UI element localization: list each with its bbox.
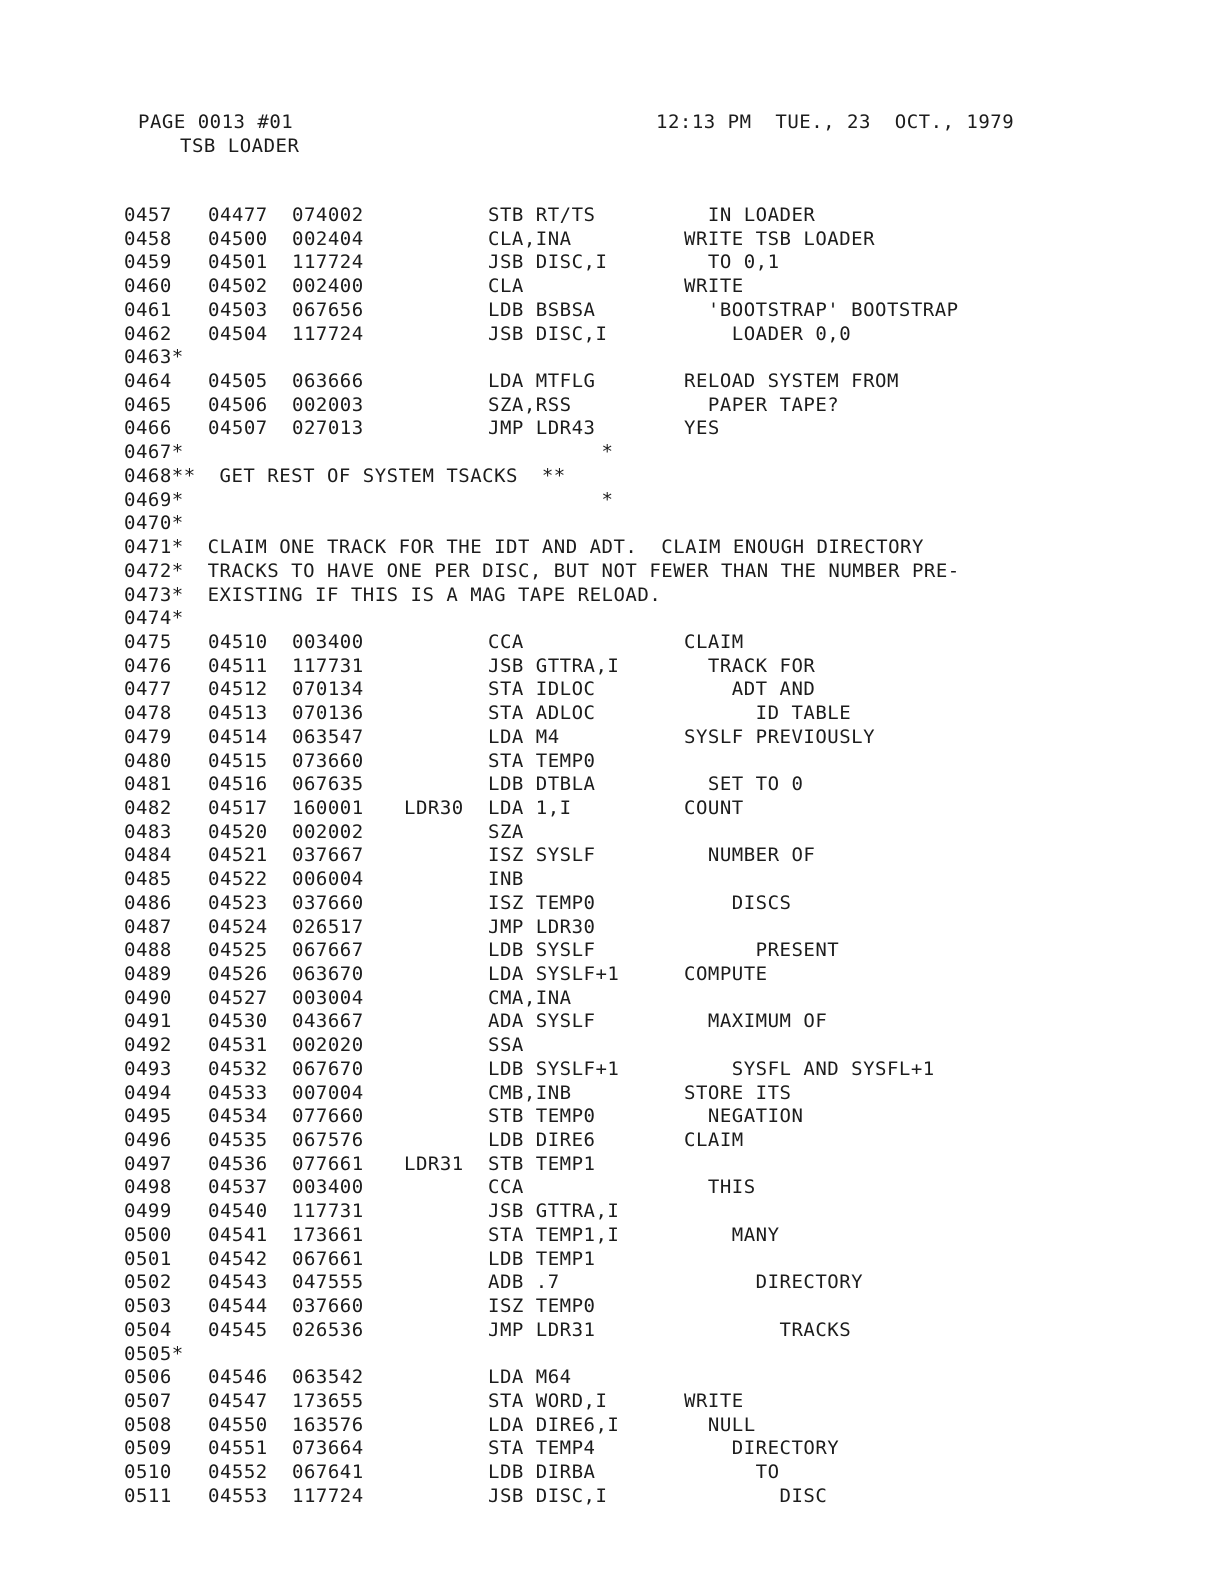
line-number: 0484 [124, 844, 172, 867]
object-code: 117731 [292, 654, 364, 677]
listing-line [124, 916, 1204, 940]
instruction: LDB TEMP1 [488, 1247, 596, 1270]
instruction: CLA [488, 275, 524, 298]
line-comment: PRESENT [684, 939, 840, 962]
page-title: TSB LOADER [180, 135, 300, 157]
line-number: 0466 [124, 417, 172, 440]
memory-address: 04544 [208, 1295, 268, 1318]
listing-line [124, 560, 1204, 584]
listing-line [124, 1271, 1204, 1295]
line-comment: RELOAD SYSTEM FROM [684, 370, 899, 393]
line-number: 0460 [124, 275, 172, 298]
instruction: JMP LDR30 [488, 915, 596, 938]
memory-address: 04546 [208, 1366, 268, 1389]
line-number: 0493 [124, 1057, 172, 1080]
memory-address: 04536 [208, 1152, 268, 1175]
line-number: 0480 [124, 749, 172, 772]
listing-line [124, 1461, 1204, 1485]
listing-line [124, 512, 1204, 536]
listing-line [124, 1224, 1204, 1248]
object-code: 063666 [292, 370, 364, 393]
listing-line [124, 1295, 1204, 1319]
line-number: 0489 [124, 963, 172, 985]
listing-line [124, 323, 1204, 347]
memory-address: 04541 [208, 1223, 268, 1246]
line-comment: TO 0,1 [684, 251, 780, 274]
comment-line-text: 0467* * [124, 441, 614, 464]
memory-address: 04547 [208, 1389, 268, 1412]
listing-line [124, 1248, 1204, 1272]
line-number: 0457 [124, 204, 172, 226]
object-code: 026517 [292, 915, 364, 938]
comment-line-text: 0463* [124, 346, 184, 369]
instruction: LDA M4 [488, 725, 560, 748]
listing-line [124, 299, 1204, 323]
line-number: 0508 [124, 1413, 172, 1436]
memory-address: 04531 [208, 1034, 268, 1057]
object-code: 047555 [292, 1271, 364, 1294]
listing-line [124, 536, 1204, 560]
memory-address: 04545 [208, 1318, 268, 1341]
object-code: 117724 [292, 322, 364, 345]
line-comment: DISCS [684, 891, 792, 914]
instruction: ADA SYSLF [488, 1010, 596, 1033]
line-comment: DIRECTORY [684, 1271, 864, 1294]
memory-address: 04534 [208, 1105, 268, 1128]
line-number: 0495 [124, 1105, 172, 1128]
line-comment: LOADER 0,0 [684, 322, 852, 345]
instruction: LDB DIRBA [488, 1461, 596, 1484]
line-number: 0496 [124, 1129, 172, 1152]
memory-address: 04523 [208, 891, 268, 914]
line-number: 0458 [124, 227, 172, 250]
memory-address: 04527 [208, 986, 268, 1009]
object-code: 002020 [292, 1034, 364, 1057]
line-number: 0500 [124, 1223, 172, 1246]
object-code: 003400 [292, 630, 364, 653]
line-number: 0483 [124, 820, 172, 843]
comment-line-text: 0468** GET REST OF SYSTEM TSACKS ** [124, 464, 566, 487]
listing-line [124, 797, 1204, 821]
line-number: 0499 [124, 1200, 172, 1223]
comment-line-text: 0470* [124, 512, 184, 535]
object-code: 074002 [292, 204, 364, 226]
instruction: CCA [488, 630, 524, 653]
instruction: ISZ TEMP0 [488, 891, 596, 914]
instruction: LDA 1,I [488, 796, 572, 819]
memory-address: 04500 [208, 227, 268, 250]
line-comment: ADT AND [684, 678, 816, 701]
instruction: LDA SYSLF+1 [488, 963, 620, 985]
object-code: 117724 [292, 1484, 364, 1507]
object-code: 073660 [292, 749, 364, 772]
line-number: 0487 [124, 915, 172, 938]
memory-address: 04535 [208, 1129, 268, 1152]
line-number: 0507 [124, 1389, 172, 1412]
instruction: INB [488, 868, 524, 891]
instruction: LDB SYSLF+1 [488, 1057, 620, 1080]
instruction: CMB,INB [488, 1081, 572, 1104]
instruction: JSB GTTRA,I [488, 1200, 620, 1223]
instruction: JMP LDR31 [488, 1318, 596, 1341]
listing-line [124, 963, 1204, 987]
memory-address: 04477 [208, 204, 268, 226]
memory-address: 04506 [208, 393, 268, 416]
listing-line [124, 821, 1204, 845]
object-code: 070136 [292, 702, 364, 725]
listing-line [124, 702, 1204, 726]
memory-address: 04551 [208, 1437, 268, 1460]
memory-address: 04510 [208, 630, 268, 653]
memory-address: 04552 [208, 1461, 268, 1484]
line-comment: CLAIM [684, 1129, 744, 1152]
instruction: JSB DISC,I [488, 1484, 608, 1507]
memory-address: 04553 [208, 1484, 268, 1507]
instruction: LDB BSBSA [488, 298, 596, 321]
object-code: 063547 [292, 725, 364, 748]
line-comment: YES [684, 417, 720, 440]
memory-address: 04525 [208, 939, 268, 962]
object-code: 002003 [292, 393, 364, 416]
memory-address: 04520 [208, 820, 268, 843]
object-code: 063542 [292, 1366, 364, 1389]
object-code: 077660 [292, 1105, 364, 1128]
line-comment: NEGATION [684, 1105, 804, 1128]
listing-line [124, 251, 1204, 275]
listing-line [124, 868, 1204, 892]
line-comment: MANY [684, 1223, 780, 1246]
listing-line [124, 1485, 1204, 1509]
listing-line [124, 228, 1204, 252]
object-code: 027013 [292, 417, 364, 440]
object-code: 173655 [292, 1389, 364, 1412]
line-number: 0465 [124, 393, 172, 416]
listing-line [124, 1437, 1204, 1461]
object-code: 002002 [292, 820, 364, 843]
listing-line [124, 1200, 1204, 1224]
line-comment: DISC [684, 1484, 828, 1507]
listing-line [124, 750, 1204, 774]
line-comment: WRITE [684, 275, 744, 298]
instruction: STB TEMP1 [488, 1152, 596, 1175]
object-code: 063670 [292, 963, 364, 985]
memory-address: 04522 [208, 868, 268, 891]
line-comment: NUMBER OF [684, 844, 816, 867]
line-number: 0476 [124, 654, 172, 677]
memory-address: 04514 [208, 725, 268, 748]
memory-address: 04532 [208, 1057, 268, 1080]
line-comment: ID TABLE [684, 702, 852, 725]
line-number: 0502 [124, 1271, 172, 1294]
instruction: STA TEMP1,I [488, 1223, 620, 1246]
line-number: 0510 [124, 1461, 172, 1484]
listing-line [124, 892, 1204, 916]
line-comment: THIS [684, 1176, 756, 1199]
line-number: 0459 [124, 251, 172, 274]
line-number: 0504 [124, 1318, 172, 1341]
instruction: CCA [488, 1176, 524, 1199]
line-comment: SYSFL AND SYSFL+1 [684, 1057, 935, 1080]
line-comment: DIRECTORY [684, 1437, 840, 1460]
comment-line-text: 0471* CLAIM ONE TRACK FOR THE IDT AND ADT. CLAIM ENOUGH DIRECTORY [124, 536, 924, 559]
line-number: 0479 [124, 725, 172, 748]
object-code: 067635 [292, 773, 364, 796]
memory-address: 04515 [208, 749, 268, 772]
object-code: 037660 [292, 1295, 364, 1318]
line-number: 0475 [124, 630, 172, 653]
comment-line-text: 0474* [124, 607, 184, 630]
instruction: STA ADLOC [488, 702, 596, 725]
line-number: 0478 [124, 702, 172, 725]
listing-line [124, 631, 1204, 655]
object-code: 006004 [292, 868, 364, 891]
instruction: STA IDLOC [488, 678, 596, 701]
memory-address: 04516 [208, 773, 268, 796]
instruction: STA WORD,I [488, 1389, 608, 1412]
memory-address: 04533 [208, 1081, 268, 1104]
object-code: 026536 [292, 1318, 364, 1341]
listing-line [124, 1105, 1204, 1129]
line-number: 0461 [124, 298, 172, 321]
instruction: JSB GTTRA,I [488, 654, 620, 677]
statement-label: LDR30 [404, 796, 464, 819]
line-number: 0506 [124, 1366, 172, 1389]
instruction: ISZ TEMP0 [488, 1295, 596, 1318]
line-number: 0464 [124, 370, 172, 393]
memory-address: 04524 [208, 915, 268, 938]
object-code: 173661 [292, 1223, 364, 1246]
line-number: 0511 [124, 1484, 172, 1507]
memory-address: 04502 [208, 275, 268, 298]
listing-line [124, 489, 1204, 513]
statement-label: LDR31 [404, 1152, 464, 1175]
line-comment: 'BOOTSTRAP' BOOTSTRAP [684, 298, 959, 321]
listing-line [124, 939, 1204, 963]
line-comment: COUNT [684, 796, 744, 819]
line-comment: COMPUTE [684, 963, 768, 985]
instruction: CLA,INA [488, 227, 572, 250]
memory-address: 04517 [208, 796, 268, 819]
memory-address: 04505 [208, 370, 268, 393]
memory-address: 04504 [208, 322, 268, 345]
object-code: 117731 [292, 1200, 364, 1223]
comment-line-text: 0469* * [124, 488, 614, 511]
line-comment: SET TO 0 [684, 773, 804, 796]
object-code: 077661 [292, 1152, 364, 1175]
memory-address: 04526 [208, 963, 268, 985]
memory-address: 04543 [208, 1271, 268, 1294]
line-comment: WRITE TSB LOADER [684, 227, 876, 250]
object-code: 002400 [292, 275, 364, 298]
instruction: JSB DISC,I [488, 322, 608, 345]
page-number: PAGE 0013 #01 [138, 111, 294, 133]
line-number: 0503 [124, 1295, 172, 1318]
line-comment: SYSLF PREVIOUSLY [684, 725, 876, 748]
object-code: 007004 [292, 1081, 364, 1104]
listing-line [124, 726, 1204, 750]
memory-address: 04530 [208, 1010, 268, 1033]
instruction: LDA DIRE6,I [488, 1413, 620, 1436]
memory-address: 04507 [208, 417, 268, 440]
comment-line-text: 0473* EXISTING IF THIS IS A MAG TAPE RELOAD. [124, 583, 662, 606]
object-code: 003004 [292, 986, 364, 1009]
instruction: ISZ SYSLF [488, 844, 596, 867]
listing-line [124, 678, 1204, 702]
instruction: ADB .7 [488, 1271, 560, 1294]
memory-address: 04540 [208, 1200, 268, 1223]
instruction: STA TEMP0 [488, 749, 596, 772]
line-number: 0486 [124, 891, 172, 914]
object-code: 037660 [292, 891, 364, 914]
line-comment: MAXIMUM OF [684, 1010, 828, 1033]
line-number: 0497 [124, 1152, 172, 1175]
instruction: STA TEMP4 [488, 1437, 596, 1460]
line-number: 0477 [124, 678, 172, 701]
object-code: 043667 [292, 1010, 364, 1033]
instruction: LDB DIRE6 [488, 1129, 596, 1152]
instruction: JMP LDR43 [488, 417, 596, 440]
memory-address: 04512 [208, 678, 268, 701]
comment-line-text: 0472* TRACKS TO HAVE ONE PER DISC, BUT NOT FEWER THAN THE NUMBER PRE- [124, 559, 960, 582]
line-comment: IN LOADER [684, 204, 816, 226]
line-number: 0490 [124, 986, 172, 1009]
object-code: 070134 [292, 678, 364, 701]
line-number: 0488 [124, 939, 172, 962]
object-code: 067576 [292, 1129, 364, 1152]
instruction: LDA MTFLG [488, 370, 596, 393]
listing-line [124, 441, 1204, 465]
listing-line [124, 773, 1204, 797]
line-number: 0494 [124, 1081, 172, 1104]
instruction: STB TEMP0 [488, 1105, 596, 1128]
print-datetime: 12:13 PM TUE., 23 OCT., 1979 [656, 111, 1015, 133]
listing-line [124, 370, 1204, 394]
object-code: 073664 [292, 1437, 364, 1460]
listing-line [124, 465, 1204, 489]
memory-address: 04503 [208, 298, 268, 321]
comment-line-text: 0505* [124, 1342, 184, 1365]
memory-address: 04550 [208, 1413, 268, 1436]
listing-line [124, 1082, 1204, 1106]
memory-address: 04542 [208, 1247, 268, 1270]
line-number: 0501 [124, 1247, 172, 1270]
memory-address: 04511 [208, 654, 268, 677]
listing-line [124, 1129, 1204, 1153]
line-comment: PAPER TAPE? [684, 393, 840, 416]
listing-line [124, 1058, 1204, 1082]
listing-line [124, 394, 1204, 418]
instruction: LDB SYSLF [488, 939, 596, 962]
instruction: CMA,INA [488, 986, 572, 1009]
listing-line [124, 1414, 1204, 1438]
line-comment: TRACKS [684, 1318, 852, 1341]
line-comment: TO [684, 1461, 780, 1484]
listing-line [124, 1343, 1204, 1367]
line-comment: TRACK FOR [684, 654, 816, 677]
listing-line [124, 1390, 1204, 1414]
listing-line [124, 1034, 1204, 1058]
listing-line [124, 346, 1204, 370]
object-code: 067661 [292, 1247, 364, 1270]
instruction: SZA [488, 820, 524, 843]
line-number: 0462 [124, 322, 172, 345]
line-comment: WRITE [684, 1389, 744, 1412]
line-number: 0492 [124, 1034, 172, 1057]
listing-line [124, 584, 1204, 608]
object-code: 067670 [292, 1057, 364, 1080]
object-code: 067656 [292, 298, 364, 321]
memory-address: 04521 [208, 844, 268, 867]
instruction: STB RT/TS [488, 204, 596, 226]
listing-line [124, 1319, 1204, 1343]
instruction: SZA,RSS [488, 393, 572, 416]
listing-line [124, 275, 1204, 299]
listing-line [124, 607, 1204, 631]
instruction: LDB DTBLA [488, 773, 596, 796]
instruction: LDA M64 [488, 1366, 572, 1389]
line-number: 0491 [124, 1010, 172, 1033]
line-comment: CLAIM [684, 630, 744, 653]
listing-line [124, 204, 1204, 228]
line-comment: STORE ITS [684, 1081, 792, 1104]
memory-address: 04537 [208, 1176, 268, 1199]
listing-line [124, 1010, 1204, 1034]
object-code: 002404 [292, 227, 364, 250]
object-code: 117724 [292, 251, 364, 274]
instruction: JSB DISC,I [488, 251, 608, 274]
listing-line [124, 417, 1204, 441]
listing-line [124, 987, 1204, 1011]
line-number: 0481 [124, 773, 172, 796]
instruction: SSA [488, 1034, 524, 1057]
line-comment: NULL [684, 1413, 756, 1436]
line-number: 0485 [124, 868, 172, 891]
line-number: 0498 [124, 1176, 172, 1199]
listing-line [124, 1176, 1204, 1200]
listing-line [124, 1153, 1204, 1177]
object-code: 067641 [292, 1461, 364, 1484]
source-listing [124, 204, 1204, 1509]
memory-address: 04501 [208, 251, 268, 274]
object-code: 037667 [292, 844, 364, 867]
line-number: 0482 [124, 796, 172, 819]
listing-line [124, 1366, 1204, 1390]
memory-address: 04513 [208, 702, 268, 725]
line-number: 0509 [124, 1437, 172, 1460]
object-code: 003400 [292, 1176, 364, 1199]
object-code: 160001 [292, 796, 364, 819]
listing-line [124, 655, 1204, 679]
object-code: 163576 [292, 1413, 364, 1436]
listing-line [124, 844, 1204, 868]
object-code: 067667 [292, 939, 364, 962]
